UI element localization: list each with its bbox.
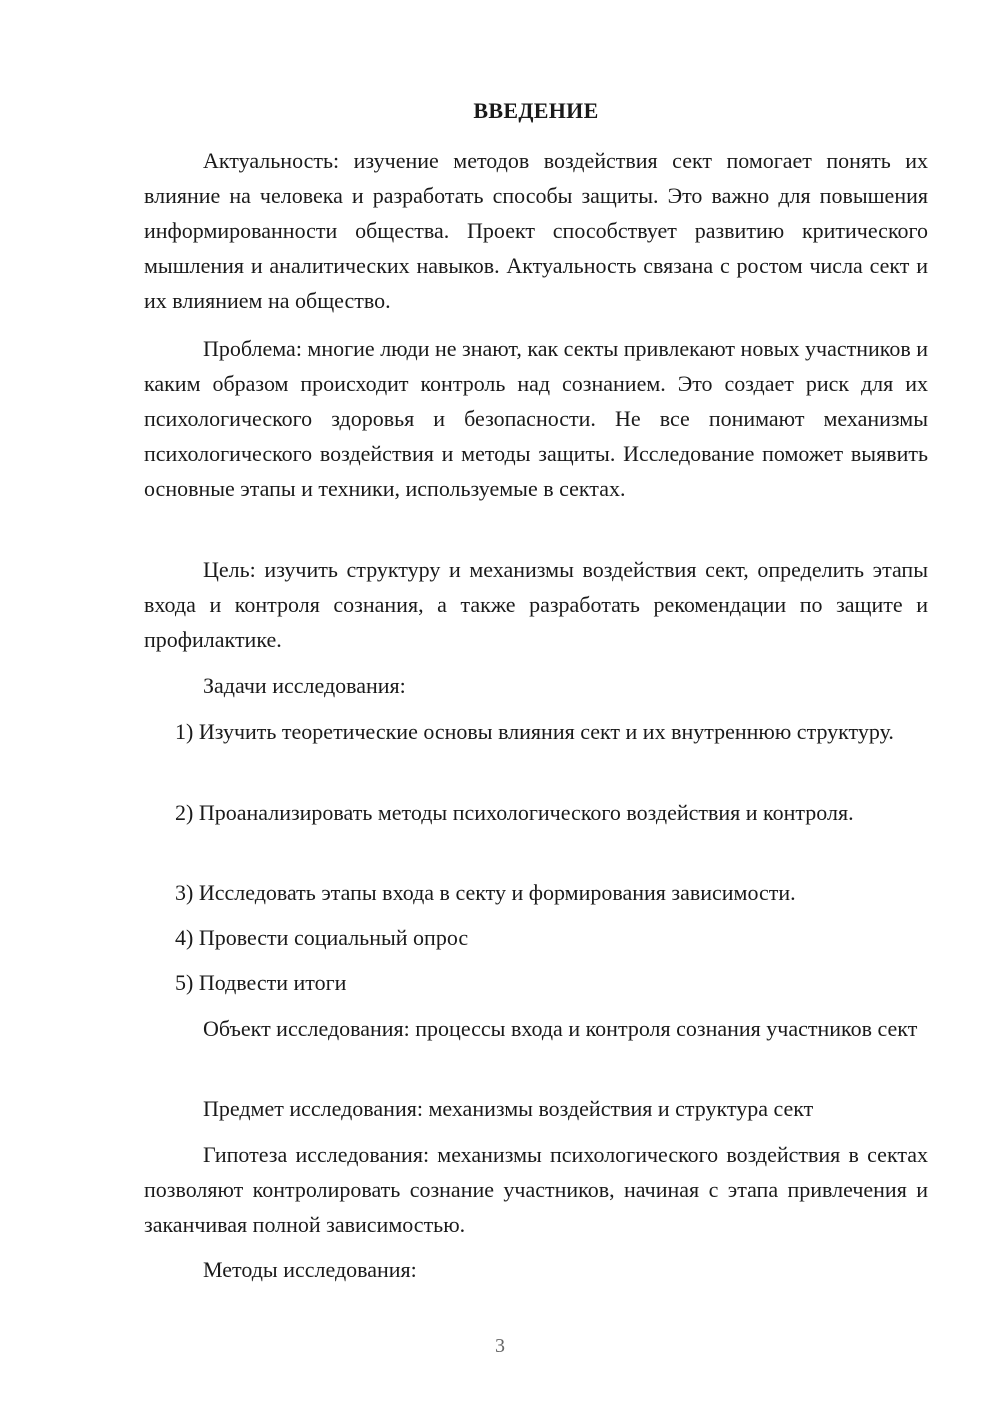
page-title: ВВЕДЕНИЕ: [473, 98, 599, 123]
goal-paragraph: Цель: изучить структуру и механизмы воздействия сект, определить этапы входа и контроля сознания, а также разработать рекомендации по защите и профилактике.: [144, 557, 928, 652]
methods-paragraph: Методы исследования:: [203, 1257, 417, 1282]
page-number: 3: [495, 1335, 505, 1357]
task-item-4: 4) Провести социальный опрос: [175, 925, 469, 950]
task-item-3: 3) Исследовать этапы входа в секту и формирования зависимости.: [175, 880, 796, 905]
problem-paragraph: Проблема: многие люди не знают, как секты привлекают новых участников и каким образом происходит контроль над сознанием. Это создает риск для их психологического здоровья и безопасности. Не все понимают механизмы психологического воздействия и методы защиты. Исследование поможет выявить основные этапы и техники, используемые в сектах.: [144, 336, 928, 501]
hypothesis-paragraph: Гипотеза исследования: механизмы психологического воздействия в сектах позволяют контролировать сознание участников, начиная с этапа привлечения и заканчивая полной зависимостью.: [144, 1142, 928, 1237]
task-item-1: 1) Изучить теоретические основы влияния сект и их внутреннюю структуру.: [175, 719, 894, 744]
task-item-2: 2) Проанализировать методы психологического воздействия и контроля.: [175, 800, 854, 825]
tasks-title: Задачи исследования:: [203, 673, 406, 698]
task-item-5: 5) Подвести итоги: [175, 970, 347, 995]
subject-paragraph: Предмет исследования: механизмы воздействия и структура сект: [203, 1096, 814, 1121]
relevance-paragraph: Актуальность: изучение методов воздействия сект помогает понять их влияние на человека и разработать способы защиты. Это важно для повышения информированности общества. Проект способствует развитию критического мышления и аналитических навыков. Актуальность связана с ростом числа сект и их влиянием на общество.: [144, 148, 928, 313]
object-paragraph: Объект исследования: процессы входа и контроля сознания участников сект: [203, 1016, 918, 1041]
